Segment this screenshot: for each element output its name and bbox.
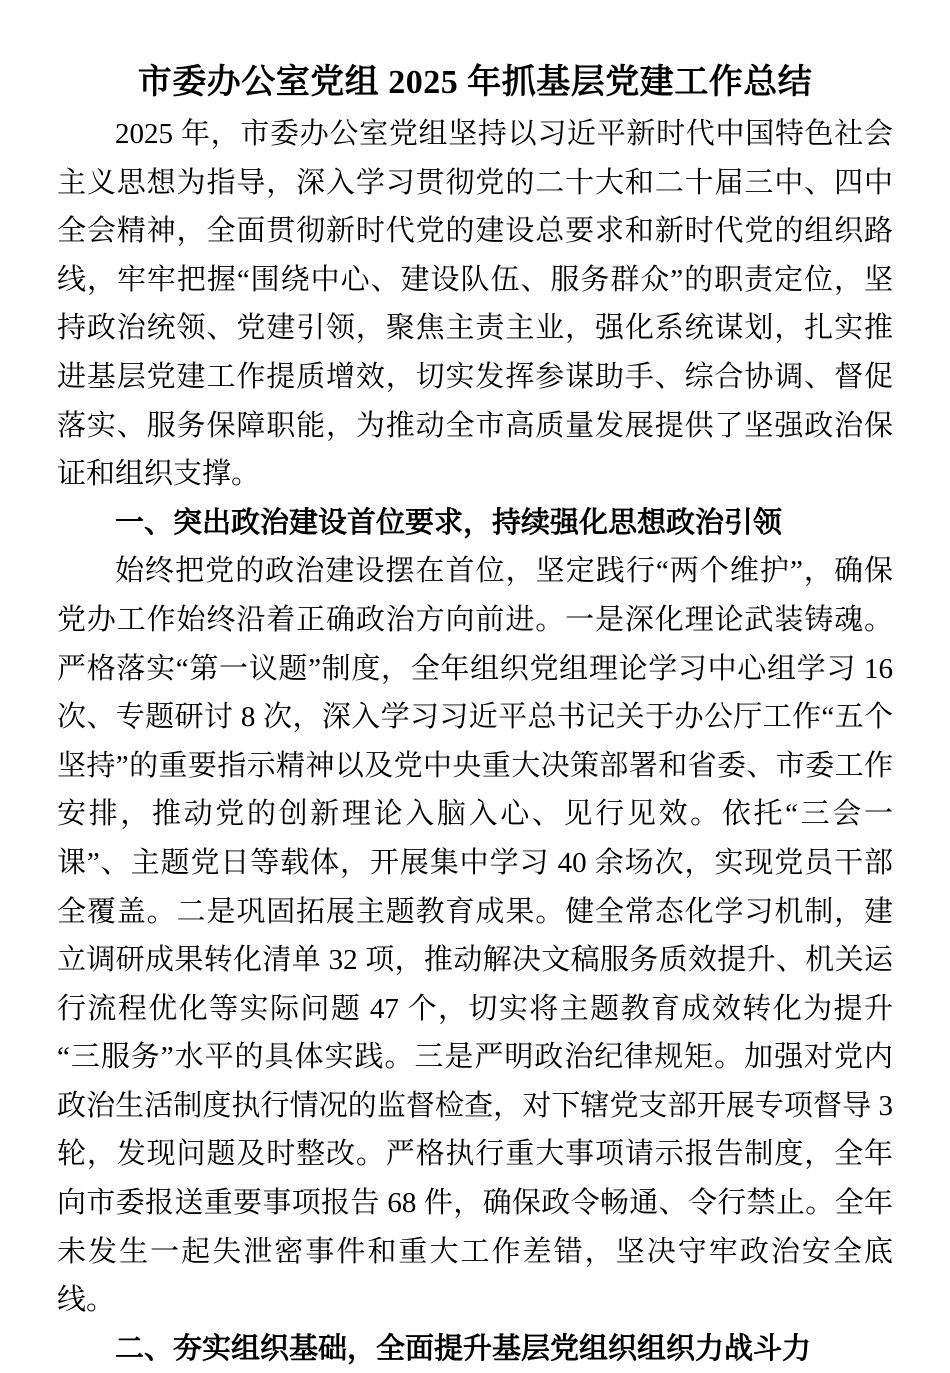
section-2-heading: 二、夯实组织基础，全面提升基层党组织组织力战斗力 (115, 1332, 812, 1365)
document-title: 市委办公室党组 2025 年抓基层党建工作总结 (137, 64, 813, 101)
intro-paragraph: 2025 年，市委办公室党组坚持以习近平新时代中国特色社会主义思想为指导，深入学习贯彻党的二十大和二十届三中、四中全会精神，全面贯彻新时代党的建设总要求和新时代党的组织路线，牢牢把握“围绕中心、建设队伍、服务群众”的职责定位，坚持政治统领、党建引领，聚焦主责主业，强化系统谋划，扎实推进基层党建工作提质增效，切实发挥参谋助手、综合协调、督促落实、服务保障职能，为推动全市高质量发展提供了坚强政治保证和组织支撑。 (57, 118, 893, 491)
section-1-heading: 一、突出政治建设首位要求，持续强化思想政治引领 (115, 506, 783, 539)
section-1-paragraph: 始终把党的政治建设摆在首位，坚定践行“两个维护”，确保党办工作始终沿着正确政治方向前进。一是深化理论武装铸魂。严格落实“第一议题”制度，全年组织党组理论学习中心组学习 16 次、专题研讨 8 次，深入学习习近平总书记关于办公厅工作“五个坚持”的重要指示精神以及党中央重大决策部署和省委、市委工作安排，推动党的创新理论入脑入心、见行见效。依托“三会一课”、主题党日等载体，开展集中学习 40 余场次，实现党员干部全覆盖。二是巩固拓展主题教育成果。健全常态化学习机制，建立调研成果转化清单 32 项，推动解决文稿服务质效提升、机关运行流程优化等实际问题 47 个，切实将主题教育成效转化为提升“三服务”水平的具体实践。三是严明政治纪律规矩。加强对党内政治生活制度执行情况的监督检查，对下辖党支部开展专项督导 3 轮，发现问题及时整改。严格执行重大事项请示报告制度，全年向市委报送重要事项报告 68 件，确保政令畅通、令行禁止。全年未发生一起失泄密事件和重大工作差错，坚决守牢政治安全底线。 (57, 555, 893, 1317)
